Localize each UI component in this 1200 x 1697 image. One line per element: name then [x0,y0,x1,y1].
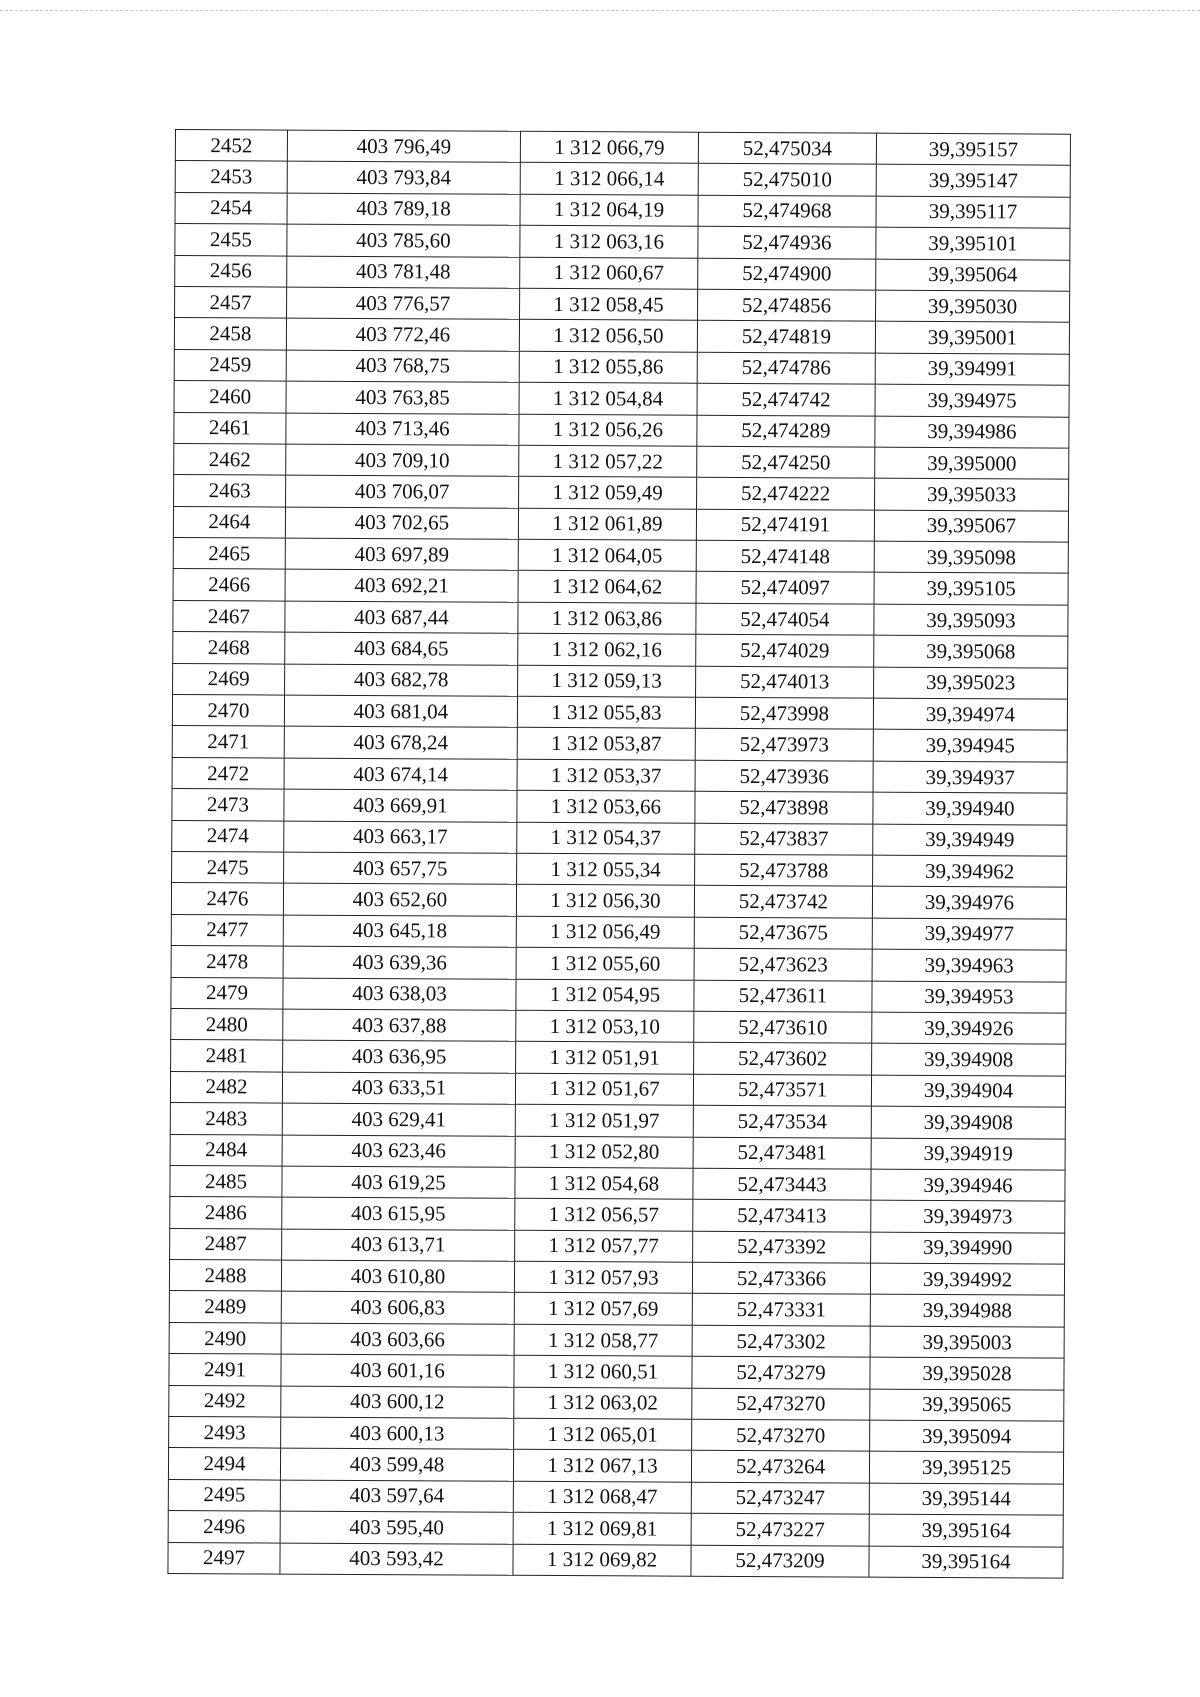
y-coordinate-cell: 1 312 060,51 [514,1356,692,1388]
latitude-cell: 52,475010 [698,164,876,196]
x-coordinate-cell: 403 615,95 [282,1197,515,1230]
latitude-cell: 52,473898 [695,791,873,823]
x-coordinate-cell: 403 645,18 [283,915,516,948]
x-coordinate-cell: 403 678,24 [284,727,517,760]
latitude-cell: 52,473481 [693,1137,871,1169]
longitude-cell: 39,395144 [869,1483,1063,1515]
x-coordinate-cell: 403 702,65 [285,507,518,540]
point-number-cell: 2492 [169,1385,281,1417]
latitude-cell: 52,473302 [692,1325,870,1357]
latitude-cell: 52,474856 [698,289,876,321]
point-number-cell: 2477 [171,914,283,946]
latitude-cell: 52,473270 [692,1419,870,1451]
longitude-cell: 39,395125 [869,1452,1063,1484]
y-coordinate-cell: 1 312 058,45 [520,288,698,320]
x-coordinate-cell: 403 623,46 [282,1135,515,1168]
x-coordinate-cell: 403 593,42 [280,1543,513,1576]
table-row [172,789,1067,825]
y-coordinate-cell: 1 312 063,02 [514,1387,692,1419]
table-row [174,443,1069,479]
x-coordinate-cell: 403 681,04 [284,695,517,728]
point-number-cell: 2465 [173,538,285,570]
coordinates-table-body [168,130,1071,1579]
table-row [171,914,1066,950]
point-number-cell: 2460 [174,381,286,413]
latitude-cell: 52,474786 [697,352,875,384]
point-number-cell: 2458 [174,318,286,350]
x-coordinate-cell: 403 600,13 [281,1417,514,1450]
x-coordinate-cell: 403 603,66 [281,1323,514,1356]
longitude-cell: 39,395001 [875,322,1069,354]
y-coordinate-cell: 1 312 051,91 [516,1042,694,1074]
point-number-cell: 2485 [170,1165,282,1197]
longitude-cell: 39,394940 [873,792,1067,824]
longitude-cell: 39,395157 [876,133,1070,165]
longitude-cell: 39,394990 [871,1232,1065,1264]
longitude-cell: 39,395164 [869,1546,1063,1578]
x-coordinate-cell: 403 663,17 [284,821,517,854]
latitude-cell: 52,474222 [697,478,875,510]
point-number-cell: 2474 [172,820,284,852]
point-number-cell: 2452 [175,130,287,162]
table-row [173,632,1068,668]
table-row [170,1197,1065,1233]
point-number-cell: 2496 [168,1511,280,1543]
y-coordinate-cell: 1 312 057,69 [514,1293,692,1325]
latitude-cell: 52,473279 [692,1356,870,1388]
y-coordinate-cell: 1 312 053,87 [517,728,695,760]
point-number-cell: 2461 [174,412,286,444]
latitude-cell: 52,474054 [696,603,874,635]
x-coordinate-cell: 403 682,78 [285,664,518,697]
x-coordinate-cell: 403 597,64 [280,1480,513,1513]
point-number-cell: 2480 [171,1008,283,1040]
longitude-cell: 39,395030 [876,290,1070,322]
longitude-cell: 39,394908 [871,1106,1065,1138]
latitude-cell: 52,473610 [694,1011,872,1043]
x-coordinate-cell: 403 776,57 [287,287,520,320]
longitude-cell: 39,395164 [869,1514,1063,1546]
point-number-cell: 2491 [169,1354,281,1386]
point-number-cell: 2466 [173,569,285,601]
table-row [171,883,1066,919]
table-row [169,1260,1064,1296]
point-number-cell: 2483 [170,1103,282,1135]
x-coordinate-cell: 403 781,48 [287,256,520,289]
table-row [170,1071,1065,1107]
table-row [169,1322,1064,1358]
x-coordinate-cell: 403 639,36 [283,946,516,979]
longitude-cell: 39,394919 [871,1138,1065,1170]
point-number-cell: 2494 [168,1448,280,1480]
table-row [174,412,1069,448]
point-number-cell: 2462 [174,443,286,475]
latitude-cell: 52,473837 [695,823,873,855]
table-row [175,192,1070,228]
latitude-cell: 52,474097 [696,572,874,604]
longitude-cell: 39,394949 [873,824,1067,856]
table-row [170,1134,1065,1170]
point-number-cell: 2488 [169,1260,281,1292]
table-row [171,977,1066,1013]
x-coordinate-cell: 403 657,75 [284,852,517,885]
longitude-cell: 39,394926 [872,1012,1066,1044]
x-coordinate-cell: 403 785,60 [287,224,520,257]
table-row [173,600,1068,636]
longitude-cell: 39,394991 [875,353,1069,385]
table-row [175,286,1070,322]
latitude-cell: 52,474968 [698,195,876,227]
y-coordinate-cell: 1 312 064,05 [518,539,696,571]
coordinates-table [167,129,1071,1579]
y-coordinate-cell: 1 312 062,16 [518,634,696,666]
y-coordinate-cell: 1 312 055,60 [516,947,694,979]
x-coordinate-cell: 403 637,88 [283,1009,516,1042]
point-number-cell: 2482 [170,1071,282,1103]
table-row [172,695,1067,731]
latitude-cell: 52,473270 [692,1388,870,1420]
longitude-cell: 39,394974 [873,698,1067,730]
table-row [174,475,1069,511]
x-coordinate-cell: 403 684,65 [285,632,518,665]
point-number-cell: 2454 [175,192,287,224]
latitude-cell: 52,474148 [696,540,874,572]
y-coordinate-cell: 1 312 056,49 [516,916,694,948]
latitude-cell: 52,473443 [693,1168,871,1200]
point-number-cell: 2475 [172,851,284,883]
x-coordinate-cell: 403 600,12 [281,1386,514,1419]
point-number-cell: 2473 [172,789,284,821]
x-coordinate-cell: 403 669,91 [284,789,517,822]
x-coordinate-cell: 403 619,25 [282,1166,515,1199]
point-number-cell: 2455 [175,224,287,256]
point-number-cell: 2486 [170,1197,282,1229]
table-row [174,349,1069,385]
longitude-cell: 39,394992 [870,1263,1064,1295]
y-coordinate-cell: 1 312 056,57 [515,1199,693,1231]
x-coordinate-cell: 403 713,46 [286,413,519,446]
y-coordinate-cell: 1 312 053,66 [517,791,695,823]
y-coordinate-cell: 1 312 051,67 [515,1073,693,1105]
longitude-cell: 39,394975 [875,384,1069,416]
latitude-cell: 52,473623 [694,948,872,980]
y-coordinate-cell: 1 312 063,16 [520,225,698,257]
longitude-cell: 39,394946 [871,1169,1065,1201]
x-coordinate-cell: 403 613,71 [282,1229,515,1262]
y-coordinate-cell: 1 312 063,86 [518,602,696,634]
longitude-cell: 39,395101 [876,227,1070,259]
point-number-cell: 2467 [173,600,285,632]
point-number-cell: 2489 [169,1291,281,1323]
longitude-cell: 39,395105 [874,573,1068,605]
table-row [170,1165,1065,1201]
point-number-cell: 2464 [173,506,285,538]
x-coordinate-cell: 403 595,40 [280,1511,513,1544]
y-coordinate-cell: 1 312 054,84 [519,382,697,414]
latitude-cell: 52,473331 [692,1294,870,1326]
x-coordinate-cell: 403 763,85 [286,381,519,414]
table-row [168,1448,1063,1484]
y-coordinate-cell: 1 312 051,97 [515,1104,693,1136]
y-coordinate-cell: 1 312 059,49 [519,477,697,509]
latitude-cell: 52,473973 [695,729,873,761]
table-row [169,1385,1064,1421]
latitude-cell: 52,474936 [698,226,876,258]
point-number-cell: 2457 [175,286,287,318]
latitude-cell: 52,474289 [697,415,875,447]
y-coordinate-cell: 1 312 061,89 [518,508,696,540]
latitude-cell: 52,473264 [691,1451,869,1483]
table-row [171,1008,1066,1044]
x-coordinate-cell: 403 793,84 [287,161,520,194]
x-coordinate-cell: 403 692,21 [285,570,518,603]
x-coordinate-cell: 403 772,46 [286,318,519,351]
longitude-cell: 39,395068 [874,635,1068,667]
latitude-cell: 52,474013 [696,666,874,698]
scan-edge-line [0,10,1200,11]
x-coordinate-cell: 403 709,10 [286,444,519,477]
table-row [173,538,1068,574]
table-row [171,946,1066,982]
table-row [173,663,1068,699]
x-coordinate-cell: 403 633,51 [282,1072,515,1105]
y-coordinate-cell: 1 312 053,10 [516,1010,694,1042]
y-coordinate-cell: 1 312 057,77 [515,1230,693,1262]
longitude-cell: 39,395094 [870,1420,1064,1452]
longitude-cell: 39,394953 [872,981,1066,1013]
point-number-cell: 2468 [173,632,285,664]
table-row [175,224,1070,260]
latitude-cell: 52,473571 [693,1074,871,1106]
y-coordinate-cell: 1 312 056,30 [516,885,694,917]
y-coordinate-cell: 1 312 057,22 [519,445,697,477]
point-number-cell: 2490 [169,1322,281,1354]
latitude-cell: 52,473675 [694,917,872,949]
y-coordinate-cell: 1 312 056,50 [519,320,697,352]
table-row [170,1103,1065,1139]
table-row [172,851,1067,887]
table-row [169,1354,1064,1390]
longitude-cell: 39,394937 [873,761,1067,793]
latitude-cell: 52,473247 [691,1482,869,1514]
y-coordinate-cell: 1 312 054,37 [517,822,695,854]
longitude-cell: 39,394945 [873,730,1067,762]
point-number-cell: 2459 [174,349,286,381]
point-number-cell: 2472 [172,757,284,789]
longitude-cell: 39,394904 [871,1075,1065,1107]
latitude-cell: 52,474250 [697,446,875,478]
x-coordinate-cell: 403 789,18 [287,193,520,226]
point-number-cell: 2484 [170,1134,282,1166]
y-coordinate-cell: 1 312 066,14 [520,163,698,195]
latitude-cell: 52,474742 [697,383,875,415]
longitude-cell: 39,395093 [874,604,1068,636]
longitude-cell: 39,395065 [870,1389,1064,1421]
latitude-cell: 52,473788 [695,854,873,886]
longitude-cell: 39,395147 [876,165,1070,197]
x-coordinate-cell: 403 629,41 [282,1103,515,1136]
point-number-cell: 2471 [172,726,284,758]
x-coordinate-cell: 403 610,80 [281,1260,514,1293]
y-coordinate-cell: 1 312 056,26 [519,414,697,446]
table-row [175,130,1070,166]
point-number-cell: 2479 [171,977,283,1009]
point-number-cell: 2470 [172,695,284,727]
longitude-cell: 39,395023 [874,667,1068,699]
latitude-cell: 52,473602 [694,1043,872,1075]
table-row [175,161,1070,197]
point-number-cell: 2497 [168,1542,280,1574]
table-row [168,1511,1063,1547]
point-number-cell: 2481 [171,1040,283,1072]
longitude-cell: 39,395000 [875,447,1069,479]
y-coordinate-cell: 1 312 059,13 [518,665,696,697]
x-coordinate-cell: 403 687,44 [285,601,518,634]
y-coordinate-cell: 1 312 069,81 [513,1512,691,1544]
longitude-cell: 39,394973 [871,1200,1065,1232]
y-coordinate-cell: 1 312 054,68 [515,1167,693,1199]
table-row [175,255,1070,291]
longitude-cell: 39,395117 [876,196,1070,228]
x-coordinate-cell: 403 796,49 [287,130,520,163]
longitude-cell: 39,394977 [872,918,1066,950]
y-coordinate-cell: 1 312 057,93 [514,1261,692,1293]
y-coordinate-cell: 1 312 060,67 [520,257,698,289]
latitude-cell: 52,473611 [694,980,872,1012]
latitude-cell: 52,474029 [696,634,874,666]
latitude-cell: 52,473998 [695,697,873,729]
point-number-cell: 2493 [169,1417,281,1449]
latitude-cell: 52,473742 [694,886,872,918]
x-coordinate-cell: 403 674,14 [284,758,517,791]
longitude-cell: 39,394986 [875,416,1069,448]
y-coordinate-cell: 1 312 053,37 [517,759,695,791]
x-coordinate-cell: 403 706,07 [286,475,519,508]
latitude-cell: 52,474191 [696,509,874,541]
table-row [168,1542,1063,1578]
table-row [168,1479,1063,1515]
x-coordinate-cell: 403 697,89 [285,538,518,571]
longitude-cell: 39,394963 [872,949,1066,981]
longitude-cell: 39,394908 [872,1043,1066,1075]
y-coordinate-cell: 1 312 058,77 [514,1324,692,1356]
latitude-cell: 52,475034 [698,132,876,164]
table-row [172,726,1067,762]
latitude-cell: 52,473366 [692,1262,870,1294]
longitude-cell: 39,395067 [874,510,1068,542]
latitude-cell: 52,473534 [693,1105,871,1137]
x-coordinate-cell: 403 606,83 [281,1292,514,1325]
point-number-cell: 2487 [170,1228,282,1260]
table-row [172,757,1067,793]
point-number-cell: 2456 [175,255,287,287]
point-number-cell: 2463 [174,475,286,507]
point-number-cell: 2495 [168,1479,280,1511]
y-coordinate-cell: 1 312 066,79 [520,131,698,163]
point-number-cell: 2469 [173,663,285,695]
x-coordinate-cell: 403 601,16 [281,1354,514,1387]
x-coordinate-cell: 403 638,03 [283,978,516,1011]
y-coordinate-cell: 1 312 064,19 [520,194,698,226]
latitude-cell: 52,473936 [695,760,873,792]
longitude-cell: 39,394976 [872,887,1066,919]
latitude-cell: 52,473227 [691,1513,869,1545]
table-row [173,569,1068,605]
latitude-cell: 52,473413 [693,1200,871,1232]
y-coordinate-cell: 1 312 064,62 [518,571,696,603]
table-row [174,381,1069,417]
table-row [169,1291,1064,1327]
x-coordinate-cell: 403 636,95 [283,1040,516,1073]
longitude-cell: 39,394962 [873,855,1067,887]
table-row [171,1040,1066,1076]
x-coordinate-cell: 403 599,48 [280,1448,513,1481]
y-coordinate-cell: 1 312 055,34 [517,853,695,885]
longitude-cell: 39,395028 [870,1357,1064,1389]
point-number-cell: 2453 [175,161,287,193]
latitude-cell: 52,473209 [691,1545,869,1577]
y-coordinate-cell: 1 312 052,80 [515,1136,693,1168]
y-coordinate-cell: 1 312 068,47 [513,1481,691,1513]
longitude-cell: 39,394988 [870,1295,1064,1327]
y-coordinate-cell: 1 312 054,95 [516,979,694,1011]
latitude-cell: 52,474900 [698,258,876,290]
y-coordinate-cell: 1 312 067,13 [513,1450,691,1482]
y-coordinate-cell: 1 312 065,01 [514,1418,692,1450]
latitude-cell: 52,474819 [697,321,875,353]
latitude-cell: 52,473392 [693,1231,871,1263]
table-row [170,1228,1065,1264]
y-coordinate-cell: 1 312 055,86 [519,351,697,383]
point-number-cell: 2476 [171,883,283,915]
table-row [172,820,1067,856]
table-row [169,1417,1064,1453]
y-coordinate-cell: 1 312 069,82 [513,1544,691,1576]
table-row [174,318,1069,354]
longitude-cell: 39,395098 [874,541,1068,573]
y-coordinate-cell: 1 312 055,83 [517,696,695,728]
longitude-cell: 39,395033 [875,478,1069,510]
x-coordinate-cell: 403 652,60 [283,883,516,916]
longitude-cell: 39,395003 [870,1326,1064,1358]
x-coordinate-cell: 403 768,75 [286,350,519,383]
point-number-cell: 2478 [171,946,283,978]
longitude-cell: 39,395064 [876,259,1070,291]
table-row [173,506,1068,542]
